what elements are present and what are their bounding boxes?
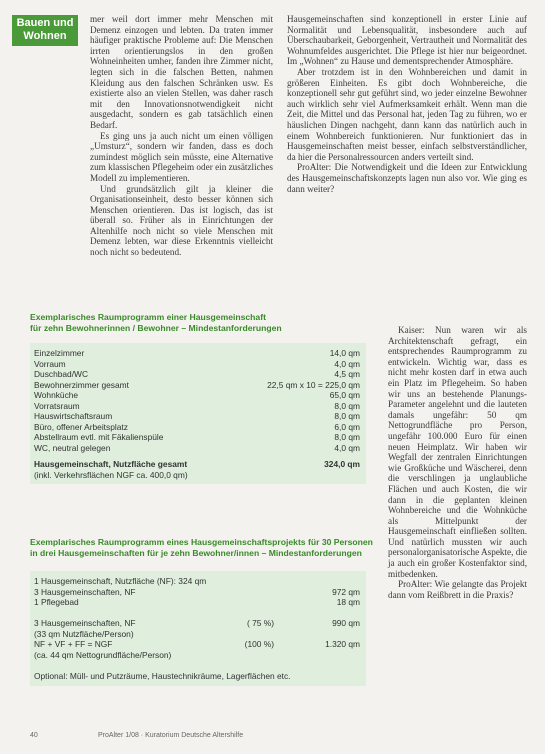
paragraph: Kaiser: Nun waren wir als Architektenschaft gefragt, ein entsprechendes Raumprogramm zu entwickeln. Wichtig war, dass es nicht mehr kosten darf in etwa auch ein Platz im Pflegeheim. So haben wir uns an bestehende Planungs-Parameter angelehnt und die lauteten damals ungefähr: 50 qm Nettogrundfläche pro Person, ungefähr 100.000 Euro für einen neuen Heimplatz. Wir haben wir Wegfall der zentralen Einrichtungen wie Großküche und Wäscherei, denn die verschlingen ja unglaubliche Flächen und auch Kosten, die wir dann in die geplanten kleinen Wohnbereiche und die Wohnküche als Mittelpunkt der Hausgemeinschaft einfließen sollten. Und natürlich mussten wir auch personalorganisatorische Aspekte, die ja auch ein großer Kostenfaktor sind, mitbedenken. [388,325,527,579]
table-row: Bewohnerzimmer gesamt 22,5 qm x 10 = 225,0 qm [34,379,360,390]
table2-panel [30,571,366,686]
table-row: 1 Pflegebad 18 qm [34,597,360,607]
paragraph: ProAlter: Wie gelangte das Projekt dann vom Reißbrett in die Praxis? [388,579,527,600]
table-row [30,660,366,671]
table1-title [30,312,380,334]
table-row: NF + VF + FF = NGF (100 %) 1.320 qm [34,639,360,649]
table-total-row: Hausgemeinschaft, Nutzfläche gesamt 324,0 qm [34,459,360,469]
table2-title-line2: in drei Hausgemeinschaften für je zehn Bewohner/innen – Mindestanforderungen [30,548,362,558]
table-row: Hauswirtschaftsraum 8,0 qm [34,411,360,421]
table-row: (ca. 44 qm Nettogrundfläche/Person) [34,649,172,660]
paragraph: ProAlter: Die Notwendigkeit und die Ideen zur Entwicklung des Hausgemeinschaftskonzepts lagen nun also vor. Wie ging es dann weiter? [287,162,527,194]
table-row: Büro, offener Arbeitsplatz 6,0 qm [34,421,360,432]
page-number: 40 [30,732,38,739]
table2-title-line1: Exemplarisches Raumprogramm eines Hausgemeinschaftsprojekts für 30 Personen [30,537,373,547]
table1-title-line2: für zehn Bewohnerinnen / Bewohner – Mindestanforderungen [30,323,282,333]
column-3 [388,325,527,600]
table-row: (33 qm Nutzfläche/Person) [34,628,134,639]
journal-footer: ProAlter 1/08 · Kuratorium Deutsche Altershilfe [98,732,244,739]
column-1 [90,14,273,258]
paragraph: Und grundsätzlich gilt ja kleiner die Organisationseinheit, desto besser können sich Menschen orientieren. Das ist logisch, das ist überall so. Früher als in Einrichtungen der Altenhilfe noch nicht so viele Menschen mit Demenz lebten, war diese Erkenntnis vielleicht noch nicht so bedeutend. [90,183,273,258]
paragraph: Hausgemeinschaften sind konzeptionell in erster Linie auf Normalität und Lebensqualität, insbesondere auch auf Überschaubarkeit, Geborgenheit, Vertrautheit und Normalität des Wohnumfeldes ausgerichtet. Die Pflege ist hier nur beigeordnet. Im „Wohnen“ zu Hause und dementsprechender Atmosphäre. [287,14,527,67]
table-row: Abstellraum evtl. mit Fäkalienspüle 8,0 qm [34,432,360,442]
paragraph: Aber trotzdem ist in den Wohnbereichen und damit in größeren Einheiten. Es gibt doch Wohnbereiche, die konzeptionell sehr gut geführt sind, wo jeder einzelne Bewohner auch wirklich sehr viel Aufmerksamkeit erhält. Wenn man die Zeit, die Mittel und das Personal hat, jeden Tag zu führen, wo er häuslichen Dingen nachgeht, dann kann das natürlich auch in einem Wohnbereich funktionieren. Nur funktioniert das in Hausgemeinschaften meist besser, einfach selbstverständlicher, da hier die Personalressourcen anders verteilt sind. [287,66,527,162]
table1-panel [30,343,366,484]
table-row: Wohnküche 65,0 qm [34,390,360,400]
table-row: Optional: Müll- und Putzräume, Haustechnikräume, Lagerflächen etc. [34,670,291,681]
table2-title [30,537,380,559]
table-row: WC, neutral gelegen 4,0 qm [34,442,360,453]
table-note: (inkl. Verkehrsflächen NGF ca. 400,0 qm) [34,469,188,480]
table-row: 3 Hausgemeinschaften, NF ( 75 %) 990 qm [34,618,360,628]
section-tag: Bauen und Wohnen [12,15,78,46]
table-row: Einzelzimmer 14,0 qm [34,348,360,358]
table-row: 1 Hausgemeinschaft, Nutzfläche (NF): 324 qm [34,576,207,586]
table-row: Duschbad/WC 4,5 qm [34,369,360,379]
table-row: Vorraum 4,0 qm [34,358,360,369]
table1-title-line1: Exemplarisches Raumprogramm einer Hausgemeinschaft [30,312,266,322]
paragraph: Es ging uns ja auch nicht um einen völligen „Umsturz“, sondern wir fanden, dass es doch zumindest möglich sein müsste, eine Alternative zum klassischen Pflegeheim oder ein zusätzliches Modell zu implementieren. [90,130,273,183]
table-row: Vorratsraum 8,0 qm [34,400,360,411]
column-2 [287,14,527,194]
table-row [30,608,366,619]
table-row: 3 Hausgemeinschaften, NF 972 qm [34,586,360,597]
paragraph: mer weil dort immer mehr Menschen mit Demenz einzogen und lebten. Da traten immer häufiger praktische Probleme auf: Die Menschen irrten orientierungslos in den großen Wohneinheiten umher, fanden ihre Zimmer nicht, legten sich in die falschen Betten, nahmen Kleidung aus den falschen Schränken usw. Es existierte also an vielen Stellen, was daher rasch mit den Innovationsnotwendigkeit nicht ausgedacht, sondern es gab tatsächlich einen Bedarf. [90,14,273,130]
